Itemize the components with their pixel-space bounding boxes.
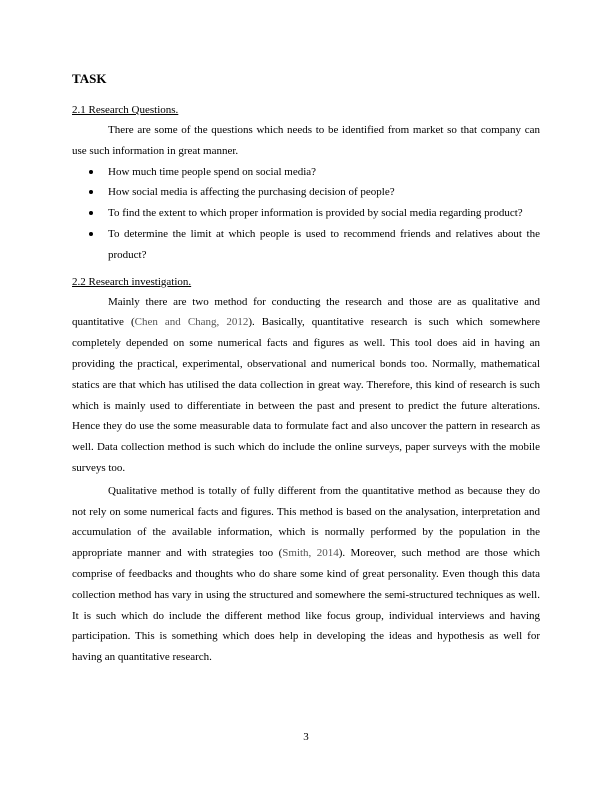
section-heading-research-investigation: 2.2 Research investigation. [72,275,192,288]
list-item-text: To find the extent to which proper information is provided by social media regarding product? [108,207,523,220]
page-content [72,70,540,668]
list-item-text: How social media is affecting the purchasing decision of people? [108,186,395,199]
paragraph-text: ). Basically, quantitative research is such which somewhere completely depended on some numerical facts and figures as well. This tool does aid in having an providing the practical, experimental, observational and numerical bonds too. Normally, mathematical statics are that which has utilised the data collection in great way. Therefore, this kind of research is such which is mainly used to differentiate in between the past and present to predict the future alterations. Hence they do use the some measurable data to formulate fact and also uncover the pattern in research as well. Data collection method is such which do include the online surveys, paper surveys with the mobile surveys too. [72,316,541,474]
bullet-icon [89,232,93,236]
bullet-icon [89,211,93,215]
list-item [72,182,540,203]
bullet-icon [89,170,93,174]
page-heading: TASK [72,71,107,86]
qualitative-paragraph [72,481,540,668]
research-questions-intro: There are some of the questions which needs to be identified from market so that company can use such information in great manner. [72,124,540,157]
page-number: 3 [303,731,309,743]
paragraph-text: Qualitative method is totally of fully different from the quantitative method as because they do not rely on some numerical facts and figures. This method is based on the analysation, interpretation and accumulation of the available information, which is normally performed by the population in the appropriate manner and with strategies too ( [72,484,540,560]
paragraph-text: Mainly there are two method for conducting the research and those are as qualitative and quantitative ( [72,295,540,329]
list-item [72,162,540,183]
citation: Chen and Chang, 2012 [134,316,249,329]
list-item [72,203,540,224]
list-item [72,224,540,266]
paragraph-text: ). Moreover, such method are those which comprise of feedbacks and thoughts who do share some kind of great personality. Even though this data collection method has vary in using the structured and somewhere the semi-structured techniques as well. It is such which do include the different method like focus group, individual interviews and having participation. This is something which does help in developing the ideas and hypothesis as well for having an quantitative research. [72,547,540,664]
bullet-icon [89,190,93,194]
list-item-text: To determine the limit at which people is used to recommend friends and relatives about the product? [108,227,540,261]
research-questions-list [72,162,540,266]
citation: Smith, 2014 [282,547,339,560]
quantitative-paragraph [72,292,540,479]
list-item-text: How much time people spend on social media? [108,165,317,178]
section-heading-research-questions: 2.1 Research Questions. [72,104,179,116]
